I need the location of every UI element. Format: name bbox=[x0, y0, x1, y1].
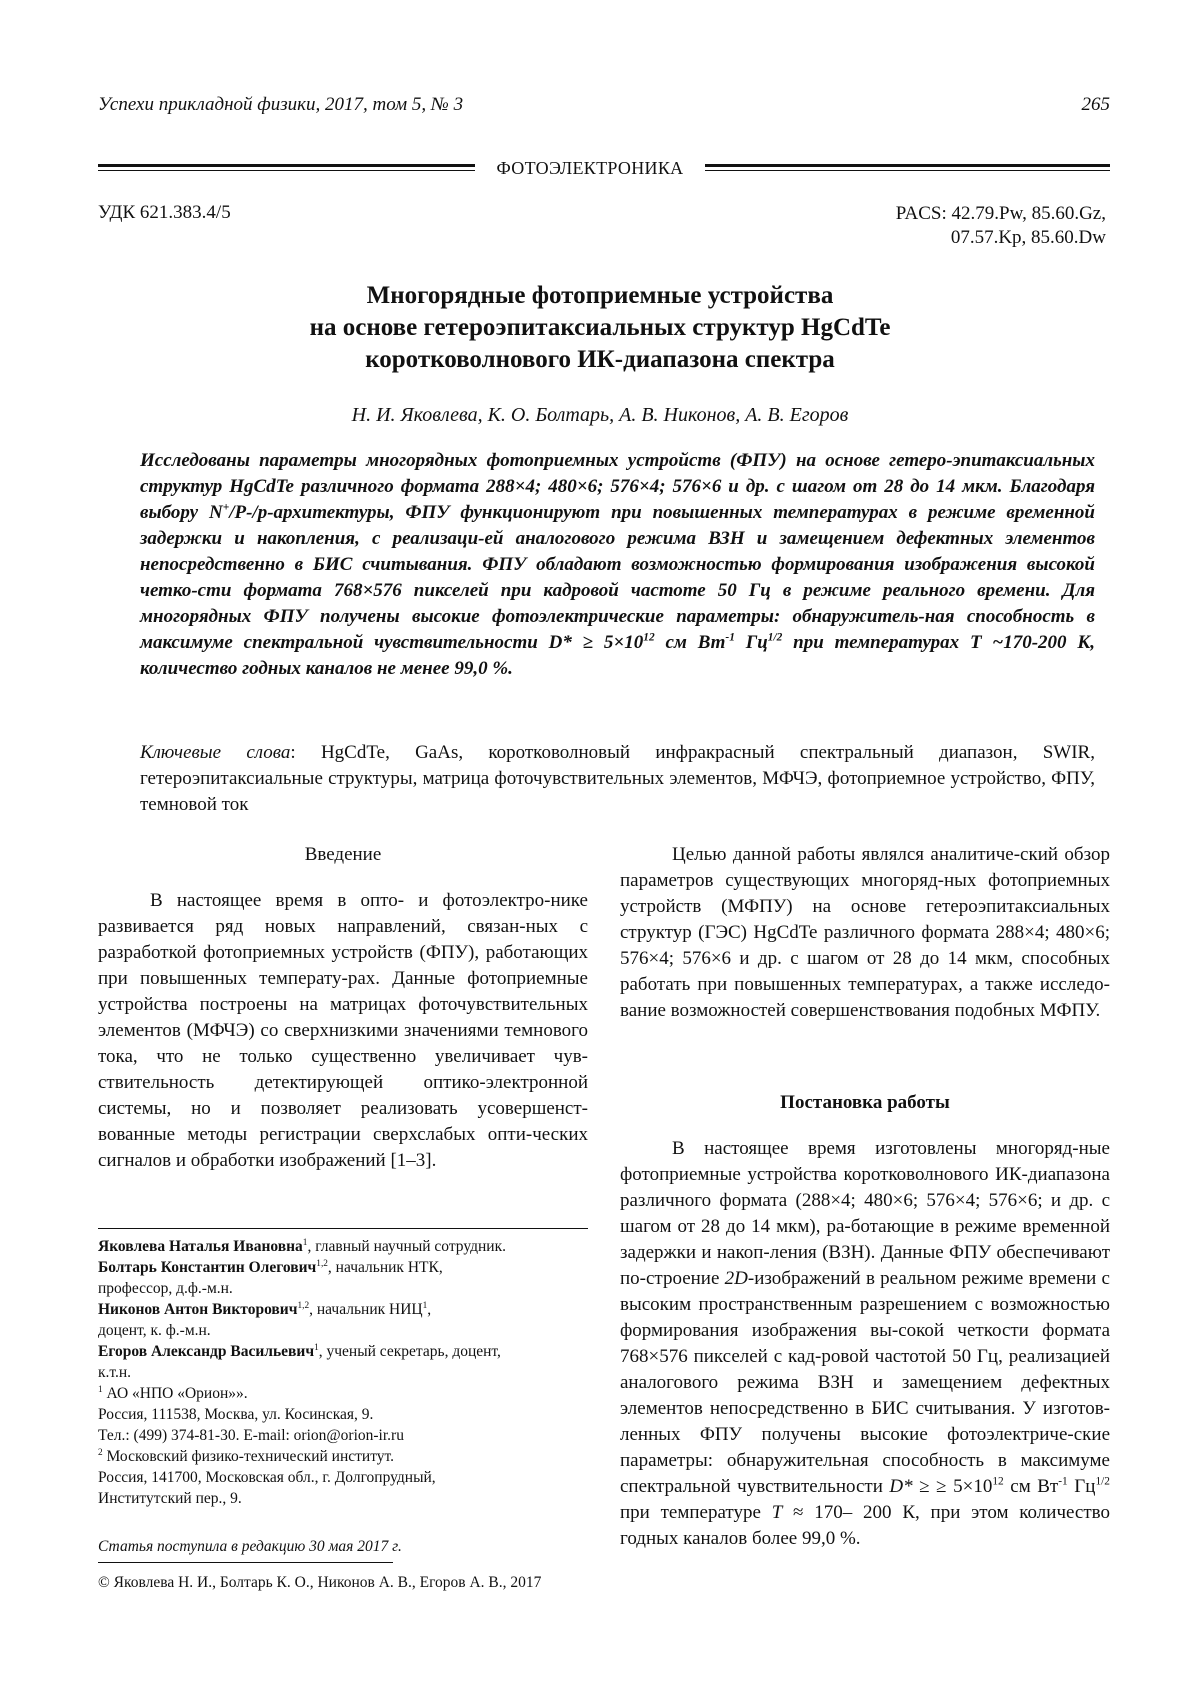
footnote-org-1-address: Россия, 111538, Москва, ул. Косинская, 9. bbox=[98, 1406, 374, 1423]
udk-code: УДК 621.383.4/5 bbox=[98, 202, 231, 223]
copyright: © Яковлева Н. И., Болтарь К. О., Никонов А. В., Егоров А. В., 2017 bbox=[98, 1574, 542, 1591]
author-3-role: , начальник НИЦ bbox=[309, 1301, 423, 1318]
abstract-sup-3: -1 bbox=[725, 631, 735, 644]
footnote-author-2-cont: профессор, д.ф.-м.н. bbox=[98, 1280, 233, 1297]
setup-dstar: D* bbox=[889, 1476, 913, 1497]
setup-sup-3: 1/2 bbox=[1095, 1475, 1110, 1488]
title-line-2: на основе гетероэпитаксиальных структур HgCdTe bbox=[309, 314, 891, 341]
pacs-codes bbox=[896, 202, 1106, 250]
setup-2d: 2D bbox=[724, 1268, 748, 1289]
aim-section bbox=[620, 842, 1110, 1024]
keywords bbox=[140, 740, 1095, 818]
keywords-text: : HgCdTe, GaAs, коротковолновый инфракрасный спектральный диапазон, SWIR, гетероэпитаксиальные структуры, матрица фоточувствительных элементов, МФЧЭ, фотоприемное устройство, ФПУ, темновой ток bbox=[140, 742, 1095, 815]
setup-text-5: Гц bbox=[1067, 1476, 1096, 1497]
footnote-org-1-contact: Тел.: (499) 374-81-30. E-mail: orion@orion-ir.ru bbox=[98, 1427, 404, 1444]
setup-text-2: -изображений в реальном режиме времени с высоким пространственным разрешением с возможностью формирования изображения вы-сокой четкости формата 768×576 пикселей с кад-ровой частотой 50 Гц, реализацией аналогового режима ВЗН и замещением дефектных элементов непосредственно в БИС считывания. У изготов-ленных ФПУ получены высокие фотоэлектриче-ские параметры: обнаружительная способность в максимуме спектральной чувствительности bbox=[620, 1268, 1110, 1497]
intro-heading: Введение bbox=[304, 844, 382, 865]
author-3-name: Никонов Антон Викторович bbox=[98, 1301, 298, 1318]
abstract-text-4: Гц bbox=[734, 632, 768, 653]
aim-paragraph: Целью данной работы являлся аналитиче-ский обзор параметров существующих многоряд-ных фотоприемных устройств (МФПУ) на основе гетероэпитаксиальных структур (ГЭС) HgCdTe различного формата 288×4; 480×6; 576×4; 576×6 и др. с шагом от 28 до 14 мкм, способных работать при повышенных температурах, а также исследо-вание возможностей совершенствования подобных МФПУ. bbox=[620, 844, 1110, 1021]
keywords-label: Ключевые слова bbox=[140, 742, 291, 763]
pacs-line-1: PACS: 42.79.Pw, 85.60.Gz, bbox=[895, 203, 1106, 224]
authors: Н. И. Яковлева, К. О. Болтарь, А. В. Никонов, А. В. Егоров bbox=[351, 404, 849, 426]
intro-paragraph: В настоящее время в опто- и фотоэлектро-нике развивается ряд новых направлений, связан-ных с разработкой фотоприемных устройств (ФПУ), работающих при повышенных температу-рах. Данные фотоприемные устройства построены на матрицах фоточувствительных элементов (МФЧЭ) со сверхнизкими значениями темнового тока, что не только существенно увеличивает чув-ствительность детектирующей оптико-электронной системы, но и позволяет реализовать усовершенст-вованные методы регистрации сверхслабых опти-ческих сигналов и обработки изображений [1–3]. bbox=[98, 890, 588, 1171]
title-line-3: коротковолнового ИК-диапазона спектра bbox=[365, 346, 835, 373]
intro-section bbox=[98, 842, 588, 1174]
author-2-name: Болтарь Константин Олегович bbox=[98, 1259, 317, 1276]
author-4-sup: 1 bbox=[314, 1342, 319, 1353]
footnote-org-2-address-2: Институтский пер., 9. bbox=[98, 1490, 242, 1507]
page-number: 265 bbox=[1081, 94, 1110, 115]
abstract-text-3: см Вт bbox=[654, 632, 726, 653]
author-footnotes bbox=[98, 1236, 588, 1509]
received-date: Статья поступила в редакцию 30 мая 2017 г. bbox=[98, 1538, 402, 1555]
setup-text-3: ≥ ≥ 5×10 bbox=[912, 1476, 993, 1497]
section-rule-left bbox=[98, 164, 475, 171]
footnote-author-1 bbox=[98, 1236, 588, 1257]
footnote-author-4 bbox=[98, 1341, 588, 1362]
abstract bbox=[140, 448, 1095, 682]
journal-title: Успехи прикладной физики, 2017, том 5, № 3 bbox=[98, 94, 464, 115]
setup-text-1: В настоящее время изготовлены многоряд-ные фотоприемные устройства коротковолнового ИК-диапазона различного формата (288×4; 480×6; 576×4; 576×6; и др. с шагом от 28 до 14 мкм), ра-ботающие в режиме временной задержки и накоп-ления (ВЗН). Данные ФПУ обеспечивают по-строение bbox=[620, 1138, 1110, 1289]
org-1-sup: 1 bbox=[98, 1384, 103, 1395]
section-label: ФОТОЭЛЕКТРОНИКА bbox=[496, 158, 684, 178]
section-rule-right bbox=[705, 164, 1110, 171]
org-2-name: Московский физико-технический институт. bbox=[102, 1448, 395, 1465]
abstract-text-5: при температурах T ~170-200 К, количество годных каналов не менее 99,0 %. bbox=[140, 632, 1095, 679]
abstract-text-2: /P-/p-архитектуры, ФПУ функционируют при повышенных температурах в режиме временной задержки и накопления, с реализаци-ей аналогового режима ВЗН и замещением дефектных элементов непосредственно в БИС считывания. ФПУ обладают возможностью формирования изображения высокой четко-сти формата 768×576 пикселей при кадровой частоте 50 Гц в режиме реального времени. Для многорядных ФПУ получены высокие фотоэлектрические параметры: обнаружитель-ная способность в максимуме спектральной чувствительности D* ≥ 5×10 bbox=[140, 502, 1095, 653]
abstract-sup-4: 1/2 bbox=[767, 631, 783, 644]
setup-paragraph bbox=[620, 1136, 1110, 1552]
footnote-org-2-address: Россия, 141700, Московская обл., г. Долгопрудный, bbox=[98, 1469, 436, 1486]
pacs-line-2: 07.57.Kp, 85.60.Dw bbox=[950, 227, 1106, 248]
abstract-text-1: Исследованы параметры многорядных фотоприемных устройств (ФПУ) на основе гетеро-эпитаксиальных структур HgCdTe различного формата 288×4; 480×6; 576×4; 576×6 и др. с шагом от 28 до 14 мкм. Благодаря выбору N bbox=[140, 450, 1095, 523]
footnote-org-2 bbox=[98, 1446, 588, 1467]
setup-text-4: см Вт bbox=[1003, 1476, 1059, 1497]
author-1-sup: 1 bbox=[302, 1237, 308, 1248]
footnote-divider bbox=[98, 1228, 588, 1229]
org-1-name: АО «НПО «Орион»». bbox=[102, 1385, 248, 1402]
setup-sup-1: 12 bbox=[992, 1475, 1004, 1488]
paper-title bbox=[120, 280, 1080, 376]
abstract-sup-2: 12 bbox=[643, 631, 655, 644]
title-line-1: Многорядные фотоприемные устройства bbox=[366, 282, 834, 309]
footnote-author-2 bbox=[98, 1257, 588, 1278]
abstract-sup-1: + bbox=[222, 501, 230, 514]
author-2-role: , начальник НТК, bbox=[327, 1259, 443, 1276]
setup-text-7: ≈ 170– 200 К, при этом количество годных каналов более 99,0 %. bbox=[620, 1502, 1110, 1549]
footnote-author-3-cont: доцент, к. ф.-м.н. bbox=[98, 1322, 211, 1339]
author-1-role: , главный научный сотрудник. bbox=[307, 1238, 506, 1255]
author-2-sup: 1,2 bbox=[316, 1258, 328, 1269]
setup-sup-2: -1 bbox=[1058, 1475, 1068, 1488]
footnote-author-4-cont: к.т.н. bbox=[98, 1364, 132, 1381]
author-4-name: Егоров Александр Васильевич bbox=[98, 1343, 315, 1360]
setup-section bbox=[620, 1090, 1110, 1552]
org-2-sup: 2 bbox=[98, 1447, 103, 1458]
setup-text-6: при температуре bbox=[620, 1502, 772, 1523]
setup-heading: Постановка работы bbox=[780, 1092, 950, 1113]
footnote-org-1 bbox=[98, 1383, 588, 1404]
author-3-role-end: , bbox=[427, 1301, 432, 1318]
author-3-sup: 1,2 bbox=[297, 1300, 310, 1311]
footnote-author-3 bbox=[98, 1299, 588, 1320]
received-divider bbox=[98, 1562, 393, 1563]
setup-t: T bbox=[771, 1502, 783, 1523]
author-4-role: , ученый секретарь, доцент, bbox=[318, 1343, 501, 1360]
author-1-name: Яковлева Наталья Ивановна bbox=[98, 1238, 303, 1255]
author-3-sup-2: 1 bbox=[422, 1300, 428, 1311]
